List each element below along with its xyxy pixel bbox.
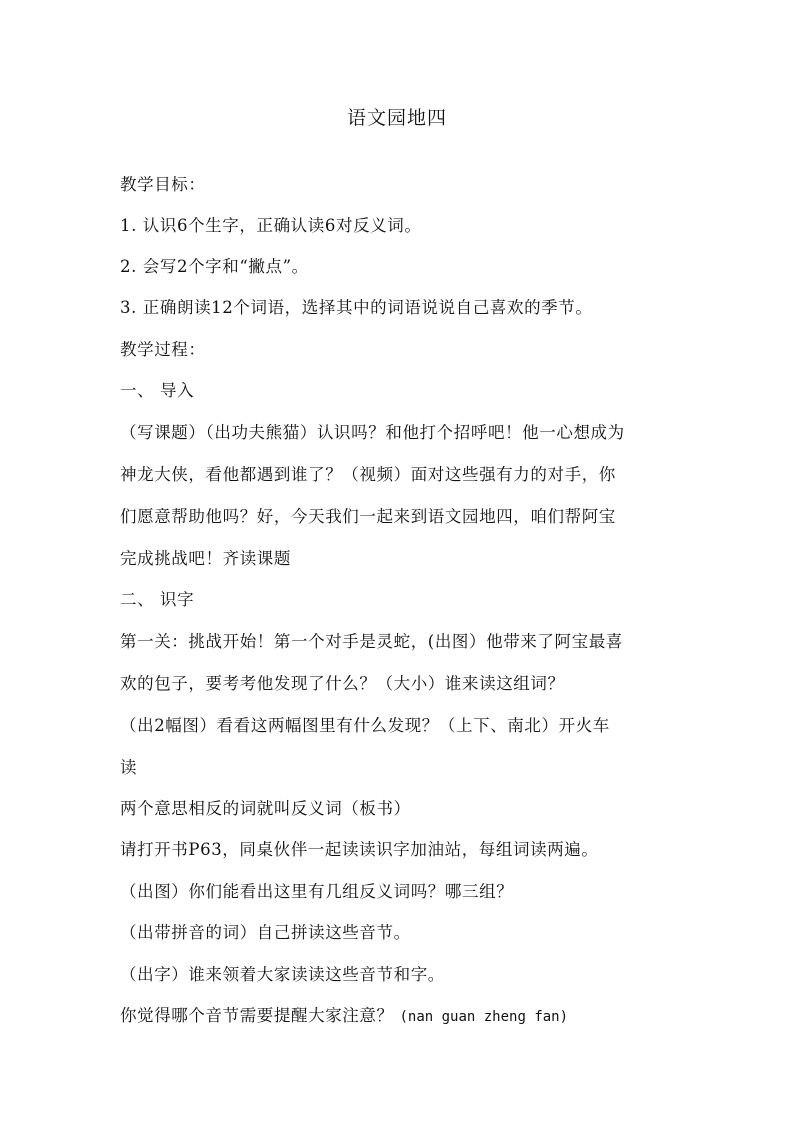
paragraph-line: （出2幅图）看看这两幅图里有什么发现？（上下、南北）开火车 — [120, 716, 610, 735]
paragraph-line: （写课题）（出功夫熊猫）认识吗？和他打个招呼吧！他一心想成为 — [120, 423, 625, 442]
process-heading: 教学过程： — [120, 340, 206, 359]
paragraph-line: 神龙大侠，看他都遇到谁了？（视频）面对这些强有力的对手，你 — [120, 465, 616, 484]
paragraph-line: （出图）你们能看出这里有几组反义词吗？哪三组？ — [120, 882, 514, 901]
last-line-text: 你觉得哪个音节需要提醒大家注意？ — [120, 1006, 394, 1025]
paragraph-line: 两个意思相反的词就叫反义词（板书） — [120, 799, 411, 818]
paragraph-line: 完成挑战吧！齐读课题 — [120, 549, 291, 568]
section-heading: 二、 识字 — [120, 590, 195, 609]
paragraph-line-last — [120, 1002, 692, 1031]
paragraph-line: 欢的包子，要考考他发现了什么？（大小）谁来读这组词？ — [120, 674, 565, 693]
goal-item: 1. 认识6个生字，正确认读6对反义词。 — [120, 216, 422, 235]
paragraph-line: 第一关：挑战开始！第一个对手是灵蛇，(出图）他带来了阿宝最喜 — [120, 632, 623, 651]
goal-item: 3. 正确朗读12个词语，选择其中的词语说说自己喜欢的季节。 — [120, 298, 593, 317]
pinyin-note: (nan guan zheng fan) — [399, 1009, 569, 1025]
goals-heading: 教学目标： — [120, 175, 206, 194]
document-title: 语文园地四 — [346, 107, 447, 129]
section-heading: 一、 导入 — [120, 381, 195, 400]
paragraph-line: （出带拼音的词）自己拼读这些音节。 — [120, 923, 411, 942]
paragraph-line: 读 — [120, 758, 138, 777]
goal-item: 2. 会写2个字和“撇点”。 — [120, 257, 309, 276]
paragraph-line: 请打开书P63，同桌伙伴一起读读识字加油站，每组词读两遍。 — [120, 840, 599, 859]
paragraph-line: （出字）谁来领着大家读读这些音节和字。 — [120, 965, 445, 984]
paragraph-line: 们愿意帮助他吗？好，今天我们一起来到语文园地四，咱们帮阿宝 — [120, 507, 616, 526]
